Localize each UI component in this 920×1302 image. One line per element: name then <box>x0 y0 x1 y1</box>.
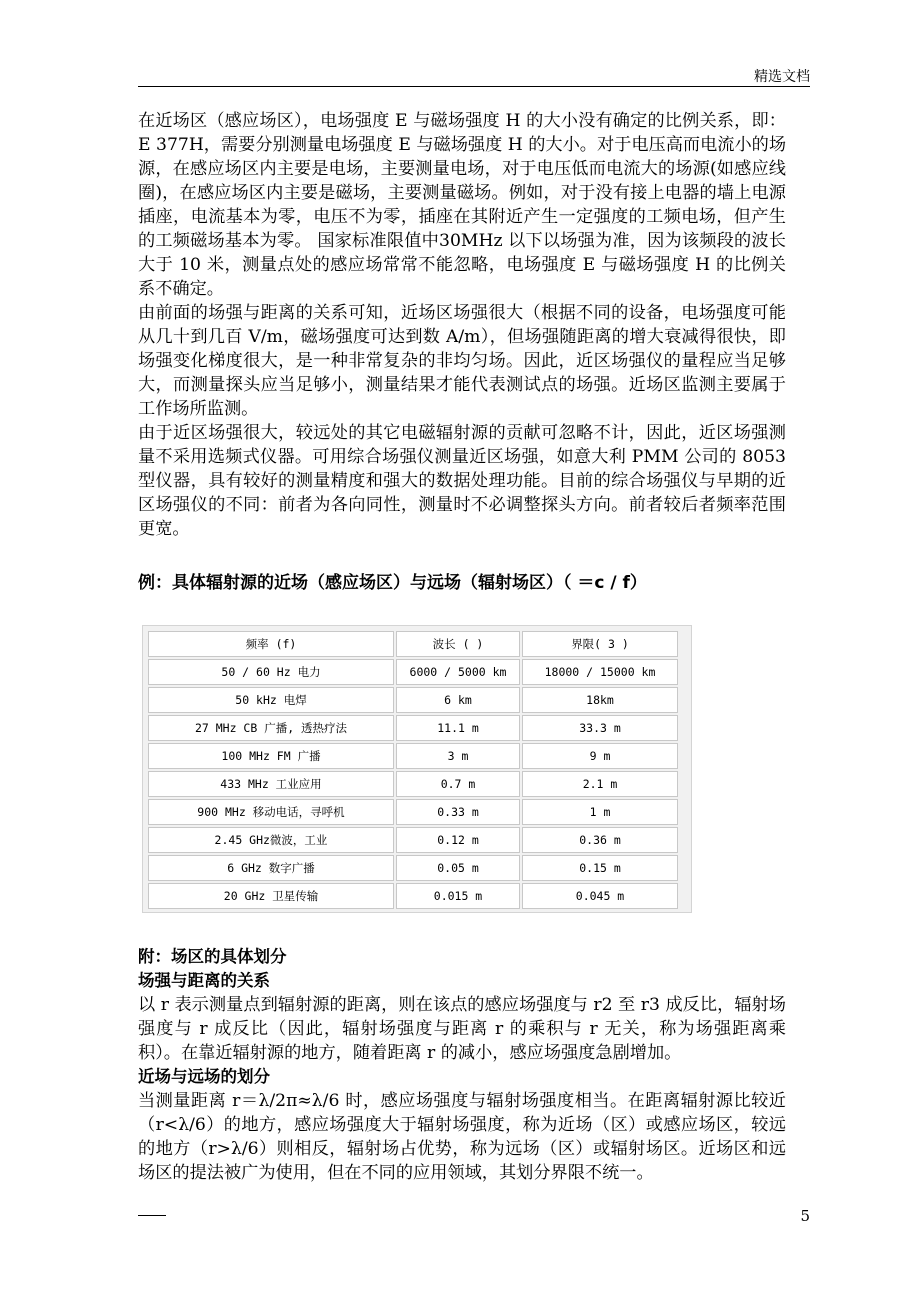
footer-rule <box>138 1215 166 1216</box>
table-cell: 50 kHz 电焊 <box>148 687 394 713</box>
table-cell: 100 MHz FM 广播 <box>148 743 394 769</box>
body-text <box>138 109 786 541</box>
table-cell: 9 m <box>522 743 678 769</box>
table-cell: 50 / 60 Hz 电力 <box>148 659 394 685</box>
table-cell: 900 MHz 移动电话，寻呼机 <box>148 799 394 825</box>
page-number: 5 <box>800 1207 810 1225</box>
table-cell: 0.05 m <box>396 855 520 881</box>
table-cell: 0.15 m <box>522 855 678 881</box>
table-cell: 1 m <box>522 799 678 825</box>
paragraph: 由于近区场强很大，较远处的其它电磁辐射源的贡献可忽略不计，因此，近区场强测量不采用选频式仪器。可用综合场强仪测量近区场强，如意大利 PMM 公司的 8053 型仪器，具有较好的测量精度和强大的数据处理功能。目前的综合场强仪与早期的近区场强仪的不同：前者为各向同性，测量时不必调整探头方向。前者较后者频率范围更宽。 <box>138 423 786 539</box>
table-row <box>148 659 678 685</box>
table-cell: 0.12 m <box>396 827 520 853</box>
table-cell: 0.7 m <box>396 771 520 797</box>
table-cell: 6 km <box>396 687 520 713</box>
table-row <box>148 827 678 853</box>
table-row <box>148 743 678 769</box>
frequency-table-container <box>142 625 692 913</box>
table-row <box>148 799 678 825</box>
column-header: 频率 (f) <box>148 631 394 657</box>
table-header-row <box>148 631 678 657</box>
table-row <box>148 883 678 909</box>
example-title: 例：具体辐射源的近场（感应场区）与远场（辐射场区）（ ＝c / f） <box>138 573 647 593</box>
table-cell: 20 GHz 卫星传输 <box>148 883 394 909</box>
section-heading: 场强与距离的关系 <box>138 971 270 990</box>
table-cell: 0.33 m <box>396 799 520 825</box>
table-cell: 18km <box>522 687 678 713</box>
table-cell: 11.1 m <box>396 715 520 741</box>
header-rule <box>138 86 810 87</box>
table-cell: 0.36 m <box>522 827 678 853</box>
table-cell: 3 m <box>396 743 520 769</box>
table-cell: 6000 / 5000 km <box>396 659 520 685</box>
table-row <box>148 771 678 797</box>
section-heading: 近场与远场的划分 <box>138 1067 270 1086</box>
table-cell: 0.015 m <box>396 883 520 909</box>
column-header: 波长 ( ) <box>396 631 520 657</box>
table-cell: 2.1 m <box>522 771 678 797</box>
frequency-table <box>146 629 680 911</box>
table-cell: 18000 / 15000 km <box>522 659 678 685</box>
table-row <box>148 687 678 713</box>
paragraph: 以 r 表示测量点到辐射源的距离，则在该点的感应场强度与 r2 至 r3 成反比，辐射场强度与 r 成反比（因此，辐射场强度与距离 r 的乘积与 r 无关，称为场强距离乘积）。在靠近辐射源的地方，随着距离 r 的减小，感应场强度急剧增加。 <box>138 995 786 1063</box>
table-cell: 433 MHz 工业应用 <box>148 771 394 797</box>
table-cell: 2.45 GHz微波，工业 <box>148 827 394 853</box>
header-label: 精选文档 <box>754 69 810 85</box>
appendix-section <box>138 945 786 1185</box>
paragraph: 由前面的场强与距离的关系可知，近场区场强很大（根据不同的设备，电场强度可能从几十到几百 V/m，磁场强度可达到数 A/m），但场强随距离的增大衰减得很快，即场强变化梯度很大，是一种非常复杂的非均匀场。因此，近区场强仪的量程应当足够大，而测量探头应当足够小，测量结果才能代表测试点的场强。近场区监测主要属于工作场所监测。 <box>138 303 786 419</box>
table-cell: 0.045 m <box>522 883 678 909</box>
paragraph: 当测量距离 r＝λ/2π≈λ/6 时，感应场强度与辐射场强度相当。在距离辐射源比较近（r<λ/6）的地方，感应场强度大于辐射场强度，称为近场（区）或感应场区，较远的地方（r>λ/6）则相反，辐射场占优势，称为远场（区）或辐射场区。近场区和远场区的提法被广为使用，但在不同的应用领域，其划分界限不统一。 <box>138 1091 786 1183</box>
appendix-title: 附：场区的具体划分 <box>138 947 287 966</box>
column-header: 界限( 3 ) <box>522 631 678 657</box>
table-cell: 33.3 m <box>522 715 678 741</box>
table-cell: 27 MHz CB 广播, 透热疗法 <box>148 715 394 741</box>
table-cell: 6 GHz 数字广播 <box>148 855 394 881</box>
paragraph: 在近场区（感应场区），电场强度 E 与磁场强度 H 的大小没有确定的比例关系，即：E 377H，需要分别测量电场强度 E 与磁场强度 H 的大小。对于电压高而电流小的场源，在感应场区内主要是电场，主要测量电场，对于电压低而电流大的场源(如感应线圈)，在感应场区内主要是磁场，主要测量磁场。例如，对于没有接上电器的墙上电源插座，电流基本为零，电压不为零，插座在其附近产生一定强度的工频电场，但产生的工频磁场基本为零。 国家标准限值中30MHz 以下以场强为准，因为该频段的波长大于 10 米，测量点处的感应场常常不能忽略，电场强度 E 与磁场强度 H 的比例关系不确定。 <box>138 111 787 299</box>
table-row <box>148 715 678 741</box>
table-row <box>148 855 678 881</box>
